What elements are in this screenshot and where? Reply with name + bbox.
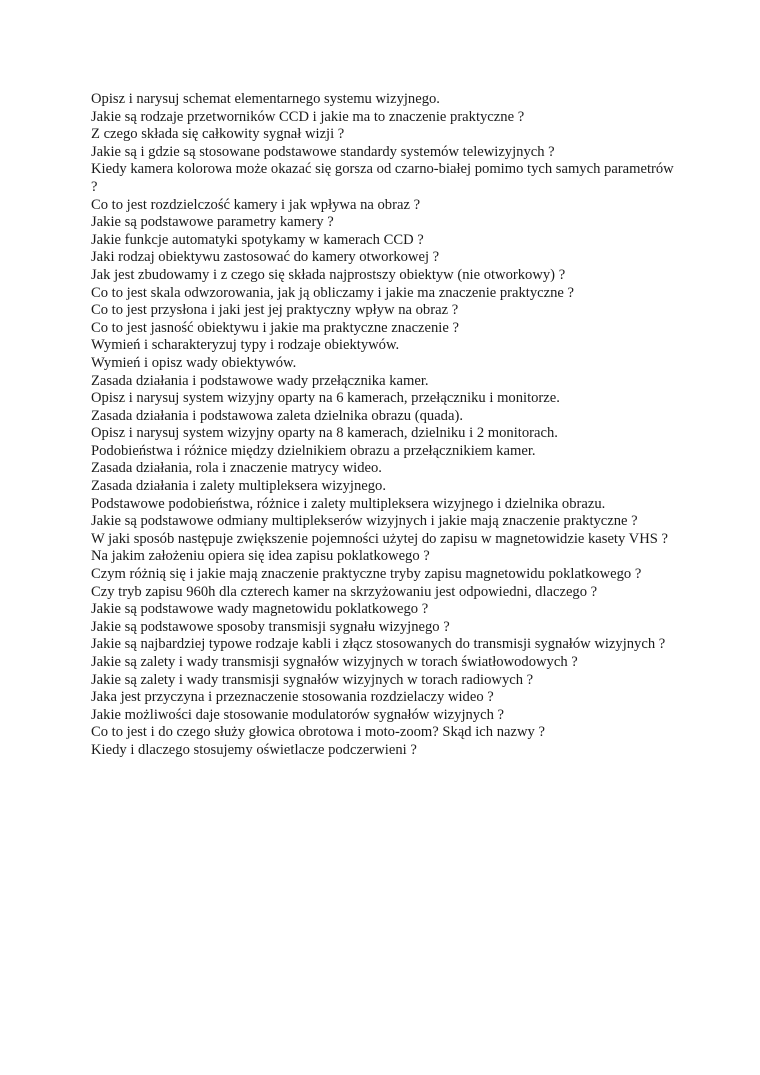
question-item: Zasada działania i podstawowe wady przełącznika kamer.	[91, 372, 429, 389]
question-item: Czy tryb zapisu 960h dla czterech kamer na skrzyżowaniu jest odpowiedni, dlaczego ?	[91, 583, 598, 600]
question-item: Czym różnią się i jakie mają znaczenie praktyczne tryby zapisu magnetowidu poklatkowego ?	[91, 566, 642, 583]
question-item: Jakie są zalety i wady transmisji sygnałów wizyjnych w torach światłowodowych ?	[91, 654, 578, 670]
question-item: Jak jest zbudowamy i z czego się składa najprostszy obiektyw (nie otworkowy) ?	[91, 266, 566, 283]
question-item: Jakie są najbardziej typowe rodzaje kabli i złącz stosowanych do transmisji sygnałów wizyjnych ?	[91, 636, 666, 653]
question-item: Co to jest przysłona i jaki jest jej praktyczny wpływ na obraz ?	[91, 302, 459, 319]
question-item: Kiedy kamera kolorowa może okazać się gorsza od czarno-białej pomimo tych samych parametrów ?	[91, 161, 674, 195]
question-item: Jakie są podstawowe sposoby transmisji sygnału wizyjnego ?	[91, 618, 450, 635]
question-item: Podstawowe podobieństwa, różnice i zalety multipleksera wizyjnego i dzielnika obrazu.	[91, 495, 606, 512]
question-item: Jakie funkcje automatyki spotykamy w kamerach CCD ?	[91, 231, 424, 248]
question-item: Zasada działania i podstawowa zaleta dzielnika obrazu (quada).	[91, 407, 463, 424]
question-item: Co to jest jasność obiektywu i jakie ma praktyczne znaczenie ?	[91, 319, 459, 336]
question-item: Kiedy i dlaczego stosujemy oświetlacze podczerwieni ?	[91, 741, 417, 758]
question-item: Jakie są i gdzie są stosowane podstawowe standardy systemów telewizyjnych ?	[91, 143, 555, 160]
question-item: Wymień i opisz wady obiektywów.	[91, 354, 297, 371]
question-item: Zasada działania i zalety multipleksera wizyjnego.	[91, 478, 386, 495]
question-item: Co to jest skala odwzorowania, jak ją obliczamy i jakie ma znaczenie praktyczne ?	[91, 284, 575, 301]
question-item: W jaki sposób następuje zwiększenie pojemności użytej do zapisu w magnetowidzie kasety VHS ?	[91, 530, 668, 547]
question-item: Jakie są zalety i wady transmisji sygnałów wizyjnych w torach radiowych ?	[91, 671, 534, 688]
question-item: Zasada działania, rola i znaczenie matrycy wideo.	[91, 460, 382, 477]
question-item: Co to jest rozdzielczość kamery i jak wpływa na obraz ?	[91, 196, 421, 213]
question-item: Jaka jest przyczyna i przeznaczenie stosowania rozdzielaczy wideo ?	[91, 689, 494, 706]
question-item: Jakie są podstawowe parametry kamery ?	[91, 214, 334, 231]
question-item: Jakie możliwości daje stosowanie modulatorów sygnałów wizyjnych ?	[91, 706, 504, 723]
question-item: Co to jest i do czego służy głowica obrotowa i moto-zoom? Skąd ich nazwy ?	[91, 724, 545, 741]
question-item: Jakie są rodzaje przetworników CCD i jakie ma to znaczenie praktyczne ?	[91, 108, 525, 125]
question-item: Jakie są podstawowe odmiany multiplekserów wizyjnych i jakie mają znaczenie praktyczne ?	[91, 513, 638, 530]
question-item: Opisz i narysuj system wizyjny oparty na 8 kamerach, dzielniku i 2 monitorach.	[91, 425, 558, 442]
question-item: Podobieństwa i różnice między dzielnikiem obrazu a przełącznikiem kamer.	[91, 442, 536, 459]
question-item: Opisz i narysuj schemat elementarnego systemu wizyjnego.	[91, 91, 440, 107]
question-item: Jaki rodzaj obiektywu zastosować do kamery otworkowej ?	[91, 249, 440, 266]
question-item: Na jakim założeniu opiera się idea zapisu poklatkowego ?	[91, 548, 430, 565]
question-list	[91, 91, 681, 760]
question-item: Jakie są podstawowe wady magnetowidu poklatkowego ?	[91, 601, 429, 618]
question-item: Wymień i scharakteryzuj typy i rodzaje obiektywów.	[91, 337, 400, 354]
question-item: Z czego składa się całkowity sygnał wizji ?	[91, 126, 345, 143]
question-item: Opisz i narysuj system wizyjny oparty na 6 kamerach, przełączniku i monitorze.	[91, 390, 560, 407]
